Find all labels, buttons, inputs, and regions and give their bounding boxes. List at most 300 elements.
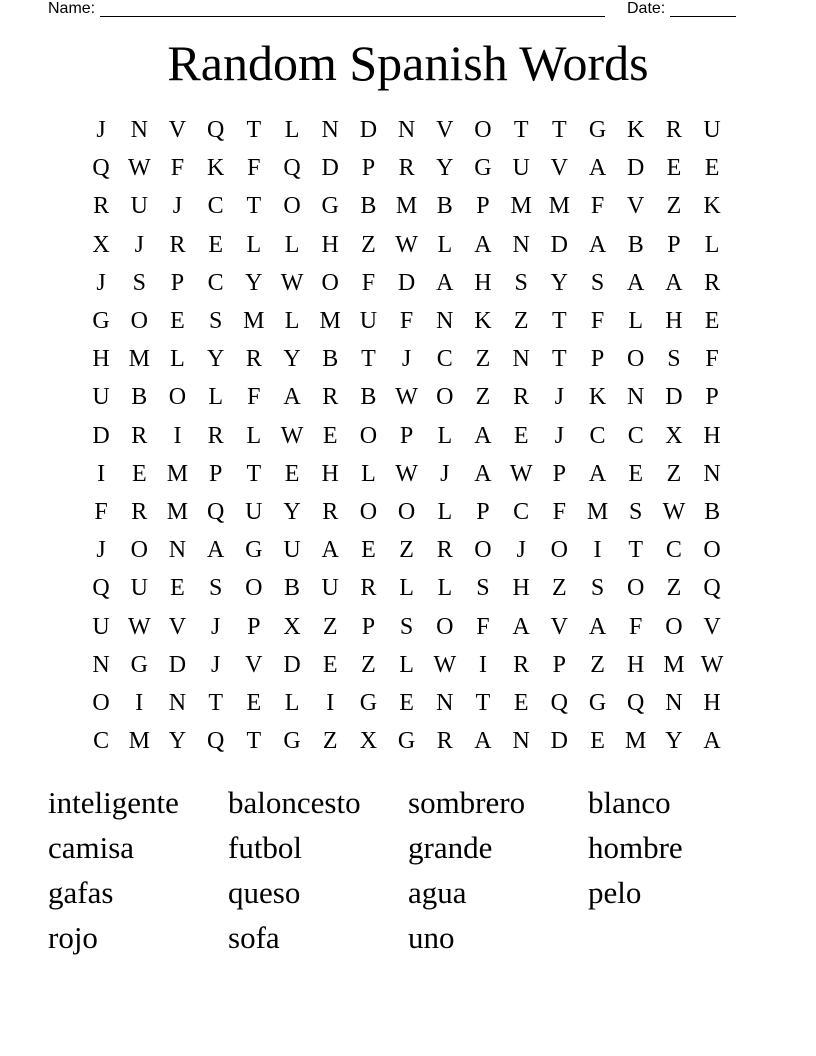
grid-letter[interactable]: W xyxy=(433,651,457,678)
grid-letter[interactable]: S xyxy=(629,498,643,525)
grid-letter[interactable]: W xyxy=(127,613,151,640)
grid-letter[interactable]: A xyxy=(283,384,301,411)
grid-letter[interactable]: A xyxy=(321,537,339,564)
grid-letter[interactable]: D xyxy=(92,422,110,449)
grid-letter[interactable]: E xyxy=(131,460,147,487)
grid-letter[interactable]: J xyxy=(516,537,526,564)
grid-letter[interactable]: J xyxy=(134,231,144,258)
grid-letter[interactable]: Y xyxy=(550,269,569,296)
grid-letter[interactable]: Z xyxy=(322,613,338,640)
grid-letter[interactable]: J xyxy=(96,537,106,564)
date-field[interactable] xyxy=(627,0,736,18)
grid-row xyxy=(82,493,732,531)
grid-letter[interactable]: A xyxy=(474,460,492,487)
grid-letter[interactable]: L xyxy=(170,346,185,373)
grid-letter[interactable]: S xyxy=(399,613,414,640)
grid-letter[interactable]: W xyxy=(127,155,151,182)
grid-letter[interactable]: R xyxy=(131,422,148,449)
grid-letter[interactable]: E xyxy=(361,537,376,564)
grid-letter[interactable]: W xyxy=(280,422,304,449)
grid-letter[interactable]: L xyxy=(628,308,644,335)
grid-letter[interactable]: N xyxy=(321,117,339,144)
grid-letter[interactable]: L xyxy=(284,231,300,258)
grid-letter[interactable]: N xyxy=(512,346,530,373)
grid-letter[interactable]: R xyxy=(513,651,530,678)
grid-letter[interactable]: L xyxy=(246,422,262,449)
grid-letter[interactable]: B xyxy=(284,575,301,602)
grid-letter[interactable]: O xyxy=(130,537,148,564)
grid-letter[interactable]: U xyxy=(92,384,110,411)
grid-letter[interactable]: O xyxy=(627,575,645,602)
grid-letter[interactable]: A xyxy=(436,269,454,296)
grid-letter[interactable]: I xyxy=(593,537,602,564)
grid-letter[interactable]: L xyxy=(361,460,376,487)
grid-letter[interactable]: D xyxy=(321,155,339,182)
grid-letter[interactable]: S xyxy=(132,269,146,296)
grid-letter[interactable]: E xyxy=(170,575,185,602)
grid-letter[interactable]: E xyxy=(704,308,720,335)
grid-letter[interactable]: M xyxy=(128,346,150,373)
name-field[interactable] xyxy=(48,0,605,18)
grid-letter[interactable]: B xyxy=(627,231,644,258)
grid-letter[interactable]: O xyxy=(436,384,454,411)
grid-letter[interactable]: F xyxy=(590,193,605,220)
grid-letter[interactable]: N xyxy=(703,460,721,487)
grid-letter[interactable]: H xyxy=(474,269,492,296)
grid-letter[interactable]: N xyxy=(168,537,187,564)
grid-letter[interactable]: F xyxy=(247,384,261,411)
grid-letter[interactable]: T xyxy=(246,193,262,220)
grid-letter[interactable]: D xyxy=(168,651,187,678)
grid-letter[interactable]: E xyxy=(322,651,338,678)
grid-letter[interactable]: O xyxy=(397,498,416,525)
grid-letter[interactable]: D xyxy=(550,728,569,755)
grid-letter[interactable]: U xyxy=(512,155,530,182)
grid-letter[interactable]: F xyxy=(705,346,719,373)
grid-letter[interactable]: J xyxy=(554,422,565,449)
grid-letter[interactable]: L xyxy=(437,575,453,602)
grid-letter[interactable]: V xyxy=(168,613,187,640)
grid-letter[interactable]: I xyxy=(173,422,182,449)
grid-letter[interactable]: S xyxy=(590,269,605,296)
grid-letter[interactable]: P xyxy=(247,613,261,640)
grid-letter[interactable]: F xyxy=(399,308,414,335)
grid-letter[interactable]: Z xyxy=(322,728,338,755)
grid-letter[interactable]: E xyxy=(246,689,262,716)
grid-letter[interactable]: F xyxy=(94,498,108,525)
grid-letter[interactable]: B xyxy=(360,384,377,411)
grid-letter[interactable]: W xyxy=(395,460,418,487)
grid-letter[interactable]: L xyxy=(284,117,300,144)
grid-letter[interactable]: C xyxy=(513,498,530,525)
grid-letter[interactable]: O xyxy=(130,308,148,335)
grid-letter[interactable]: P xyxy=(552,651,567,678)
grid-letter[interactable]: A xyxy=(474,422,492,449)
grid-letter[interactable]: R xyxy=(322,498,339,525)
grid-letter[interactable]: T xyxy=(361,346,376,373)
grid-letter[interactable]: P xyxy=(361,155,376,182)
grid-letter[interactable]: V xyxy=(245,651,263,678)
grid-letter[interactable]: B xyxy=(322,346,339,373)
grid-letter[interactable]: H xyxy=(321,231,339,258)
grid-letter[interactable]: F xyxy=(552,498,567,525)
grid-letter[interactable]: W xyxy=(700,651,724,678)
grid-letter[interactable]: P xyxy=(667,231,681,258)
grid-letter[interactable]: W xyxy=(662,498,686,525)
grid-letter[interactable]: Z xyxy=(361,231,376,258)
grid-letter[interactable]: O xyxy=(474,537,492,564)
grid-letter[interactable]: F xyxy=(247,155,261,182)
grid-letter[interactable]: O xyxy=(474,117,492,144)
grid-letter[interactable]: Z xyxy=(513,308,529,335)
grid-letter[interactable]: N xyxy=(512,231,530,258)
grid-letter[interactable]: L xyxy=(437,498,453,525)
grid-letter[interactable]: I xyxy=(97,460,106,487)
grid-letter[interactable]: Q xyxy=(92,155,110,182)
grid-letter[interactable]: Z xyxy=(475,384,491,411)
grid-letter[interactable]: S xyxy=(514,269,528,296)
grid-letter[interactable]: E xyxy=(399,689,414,716)
grid-letter[interactable]: M xyxy=(395,193,418,220)
grid-letter[interactable]: F xyxy=(629,613,643,640)
grid-letter[interactable]: N xyxy=(665,689,683,716)
grid-letter[interactable]: A xyxy=(588,155,607,182)
grid-letter[interactable]: L xyxy=(399,575,414,602)
grid-letter[interactable]: O xyxy=(550,537,569,564)
grid-letter[interactable]: O xyxy=(283,193,301,220)
grid-letter[interactable]: N xyxy=(436,308,454,335)
grid-letter[interactable]: F xyxy=(361,269,376,296)
grid-letter[interactable]: B xyxy=(436,193,453,220)
grid-letter[interactable]: I xyxy=(326,689,335,716)
grid-letter[interactable]: V xyxy=(627,193,645,220)
grid-letter[interactable]: B xyxy=(360,193,377,220)
grid-letter[interactable]: Q xyxy=(283,155,301,182)
grid-letter[interactable]: Y xyxy=(283,498,301,525)
grid-letter[interactable]: R xyxy=(207,422,224,449)
grid-letter[interactable]: U xyxy=(321,575,339,602)
grid-letter[interactable]: C xyxy=(436,346,453,373)
grid-letter[interactable]: M xyxy=(548,193,571,220)
grid-letter[interactable]: J xyxy=(401,346,412,373)
grid-letter[interactable]: Z xyxy=(361,651,376,678)
grid-letter[interactable]: G xyxy=(321,193,339,220)
grid-letter[interactable]: Q xyxy=(92,575,110,602)
grid-letter[interactable]: C xyxy=(207,193,224,220)
grid-letter[interactable]: D xyxy=(550,231,569,258)
name-label: Name: xyxy=(48,0,96,17)
grid-letter[interactable]: O xyxy=(703,537,721,564)
grid-letter[interactable]: M xyxy=(625,728,647,755)
grid-letter[interactable]: T xyxy=(552,346,567,373)
grid-letter[interactable]: C xyxy=(93,728,110,755)
grid-letter[interactable]: T xyxy=(552,117,567,144)
grid-letter[interactable]: P xyxy=(590,346,605,373)
grid-letter[interactable]: P xyxy=(552,460,567,487)
grid-letter[interactable]: D xyxy=(283,651,301,678)
grid-letter[interactable]: C xyxy=(627,422,644,449)
grid-letter[interactable]: W xyxy=(395,231,418,258)
grid-letter[interactable]: I xyxy=(478,651,487,678)
grid-letter[interactable]: G xyxy=(283,728,301,755)
grid-letter[interactable]: J xyxy=(554,384,565,411)
grid-letter[interactable]: Y xyxy=(245,269,263,296)
grid-letter[interactable]: V xyxy=(436,117,454,144)
grid-letter[interactable]: R xyxy=(398,155,415,182)
grid-letter[interactable]: X xyxy=(92,231,110,258)
grid-letter[interactable]: N xyxy=(130,117,148,144)
grid-letter[interactable]: S xyxy=(667,346,681,373)
grid-letter[interactable]: Y xyxy=(436,155,454,182)
grid-letter[interactable]: A xyxy=(588,613,607,640)
grid-letter[interactable]: R xyxy=(513,384,530,411)
grid-letter[interactable]: G xyxy=(588,117,607,144)
grid-letter[interactable]: S xyxy=(208,575,223,602)
grid-letter[interactable]: Z xyxy=(666,460,682,487)
grid-letter[interactable]: Z xyxy=(399,537,414,564)
grid-letter[interactable]: C xyxy=(589,422,606,449)
grid-letter[interactable]: R xyxy=(704,269,721,296)
grid-letter[interactable]: A xyxy=(588,231,607,258)
grid-letter[interactable]: T xyxy=(208,689,223,716)
grid-letter[interactable]: H xyxy=(512,575,530,602)
grid-letter[interactable]: B xyxy=(704,498,721,525)
date-blank-line[interactable] xyxy=(670,0,736,17)
grid-letter[interactable]: H xyxy=(703,689,721,716)
grid-letter[interactable]: Q xyxy=(206,117,225,144)
grid-letter[interactable]: M xyxy=(510,193,532,220)
grid-letter[interactable]: M xyxy=(166,460,189,487)
grid-letter[interactable]: D xyxy=(397,269,416,296)
grid-letter[interactable]: Y xyxy=(283,346,301,373)
grid-letter[interactable]: A xyxy=(627,269,645,296)
grid-letter[interactable]: P xyxy=(208,460,223,487)
grid-letter[interactable]: M xyxy=(663,651,685,678)
grid-letter[interactable]: V xyxy=(703,613,721,640)
grid-letter[interactable]: E xyxy=(513,422,529,449)
grid-letter[interactable]: W xyxy=(395,384,418,411)
grid-letter[interactable]: J xyxy=(96,117,106,144)
grid-letter[interactable]: Z xyxy=(666,193,682,220)
grid-letter[interactable]: S xyxy=(590,575,605,602)
grid-letter[interactable]: U xyxy=(92,613,110,640)
grid-letter[interactable]: E xyxy=(208,231,223,258)
grid-letter[interactable]: T xyxy=(513,117,529,144)
grid-letter[interactable]: O xyxy=(627,346,645,373)
grid-letter[interactable]: M xyxy=(166,498,189,525)
grid-letter[interactable]: Q xyxy=(206,498,225,525)
grid-letter[interactable]: E xyxy=(666,155,682,182)
grid-letter[interactable]: W xyxy=(509,460,533,487)
grid-letter[interactable]: O xyxy=(359,498,378,525)
grid-letter[interactable]: U xyxy=(130,575,148,602)
grid-letter[interactable]: H xyxy=(703,422,721,449)
grid-letter[interactable]: K xyxy=(474,308,492,335)
grid-letter[interactable]: A xyxy=(474,231,492,258)
grid-letter[interactable]: T xyxy=(246,728,262,755)
grid-letter[interactable]: S xyxy=(476,575,490,602)
grid-letter[interactable]: Q xyxy=(703,575,721,602)
grid-letter[interactable]: L xyxy=(284,308,300,335)
grid-letter[interactable]: H xyxy=(627,651,645,678)
grid-letter[interactable]: M xyxy=(319,308,341,335)
grid-letter[interactable]: A xyxy=(665,269,683,296)
grid-letter[interactable]: P xyxy=(476,193,490,220)
grid-letter[interactable]: R xyxy=(322,384,339,411)
grid-letter[interactable]: L xyxy=(437,422,453,449)
grid-letter[interactable]: U xyxy=(359,308,378,335)
grid-letter[interactable]: O xyxy=(168,384,187,411)
grid-letter[interactable]: O xyxy=(436,613,454,640)
grid-letter[interactable]: Z xyxy=(552,575,567,602)
grid-letter[interactable]: D xyxy=(627,155,645,182)
grid-letter[interactable]: I xyxy=(135,689,144,716)
grid-letter[interactable]: N xyxy=(512,728,530,755)
grid-letter[interactable]: A xyxy=(206,537,225,564)
grid-letter[interactable]: K xyxy=(206,155,225,182)
grid-row xyxy=(82,646,732,684)
grid-letter[interactable]: L xyxy=(399,651,414,678)
grid-letter[interactable]: T xyxy=(246,460,262,487)
grid-letter[interactable]: N xyxy=(168,689,187,716)
grid-letter[interactable]: N xyxy=(397,117,416,144)
grid-letter[interactable]: J xyxy=(440,460,450,487)
grid-letter[interactable]: L xyxy=(208,384,223,411)
grid-letter[interactable]: H xyxy=(665,308,683,335)
grid-letter[interactable]: U xyxy=(703,117,721,144)
grid-letter[interactable]: U xyxy=(283,537,301,564)
grid-letter[interactable]: J xyxy=(172,193,183,220)
grid-letter[interactable]: Z xyxy=(590,651,605,678)
grid-letter[interactable]: J xyxy=(210,613,221,640)
grid-letter[interactable]: A xyxy=(474,728,492,755)
grid-letter[interactable]: R xyxy=(665,117,682,144)
grid-letter[interactable]: O xyxy=(245,575,263,602)
grid-letter[interactable]: L xyxy=(704,231,720,258)
grid-letter[interactable]: Q xyxy=(627,689,645,716)
grid-letter[interactable]: V xyxy=(550,613,569,640)
grid-letter[interactable]: P xyxy=(476,498,490,525)
grid-letter[interactable]: X xyxy=(359,728,378,755)
grid-letter[interactable]: G xyxy=(474,155,492,182)
grid-letter[interactable]: E xyxy=(628,460,644,487)
grid-letter[interactable]: P xyxy=(705,384,719,411)
grid-letter[interactable]: J xyxy=(96,269,106,296)
grid-letter[interactable]: A xyxy=(703,728,721,755)
word-list-item: pelo xyxy=(588,875,642,910)
grid-letter[interactable]: X xyxy=(665,422,683,449)
grid-letter[interactable]: G xyxy=(397,728,416,755)
grid-letter[interactable]: E xyxy=(322,422,338,449)
grid-letter[interactable]: Y xyxy=(665,728,683,755)
grid-letter[interactable]: T xyxy=(628,537,644,564)
grid-letter[interactable]: E xyxy=(284,460,300,487)
grid-letter[interactable]: R xyxy=(169,231,186,258)
grid-letter[interactable]: E xyxy=(170,308,185,335)
grid-letter[interactable]: F xyxy=(476,613,490,640)
grid-letter[interactable]: W xyxy=(280,269,304,296)
grid-letter[interactable]: K xyxy=(588,384,607,411)
grid-letter[interactable]: P xyxy=(399,422,414,449)
word-list-item: baloncesto xyxy=(228,785,361,820)
name-blank-line[interactable] xyxy=(100,0,605,17)
grid-letter[interactable]: O xyxy=(321,269,339,296)
grid-letter[interactable]: D xyxy=(359,117,378,144)
grid-letter[interactable]: Q xyxy=(206,728,225,755)
grid-letter[interactable]: P xyxy=(170,269,185,296)
grid-letter[interactable]: N xyxy=(92,651,110,678)
word-list-row xyxy=(48,825,768,870)
grid-letter[interactable]: L xyxy=(284,689,300,716)
grid-letter[interactable]: G xyxy=(92,308,110,335)
grid-letter[interactable]: Z xyxy=(666,575,682,602)
grid-letter[interactable]: M xyxy=(586,498,609,525)
grid-letter[interactable]: M xyxy=(243,308,265,335)
grid-letter[interactable]: O xyxy=(665,613,683,640)
grid-letter[interactable]: G xyxy=(588,689,607,716)
grid-letter[interactable]: Z xyxy=(475,346,491,373)
grid-letter[interactable]: A xyxy=(588,460,607,487)
grid-letter[interactable]: H xyxy=(321,460,339,487)
grid-letter[interactable]: C xyxy=(665,537,682,564)
grid-letter[interactable]: N xyxy=(436,689,454,716)
grid-letter[interactable]: F xyxy=(590,308,605,335)
grid-letter[interactable]: R xyxy=(93,193,110,220)
grid-letter[interactable]: R xyxy=(436,728,453,755)
grid-letter[interactable]: V xyxy=(550,155,569,182)
grid-letter[interactable]: U xyxy=(130,193,148,220)
grid-letter[interactable]: L xyxy=(246,231,262,258)
grid-letter[interactable]: G xyxy=(359,689,378,716)
grid-letter[interactable]: E xyxy=(513,689,529,716)
grid-letter[interactable]: X xyxy=(283,613,301,640)
grid-letter[interactable]: R xyxy=(436,537,453,564)
grid-letter[interactable]: K xyxy=(627,117,645,144)
grid-letter[interactable]: V xyxy=(168,117,187,144)
grid-letter[interactable]: U xyxy=(245,498,263,525)
grid-letter[interactable]: E xyxy=(590,728,605,755)
grid-letter[interactable]: M xyxy=(128,728,150,755)
grid-letter[interactable]: A xyxy=(512,613,530,640)
grid-letter[interactable]: Y xyxy=(206,346,225,373)
grid-letter[interactable]: E xyxy=(704,155,720,182)
grid-letter[interactable]: Q xyxy=(550,689,569,716)
grid-letter[interactable]: H xyxy=(92,346,110,373)
grid-letter[interactable]: R xyxy=(360,575,377,602)
grid-letter[interactable]: L xyxy=(437,231,453,258)
grid-letter[interactable]: Y xyxy=(168,728,187,755)
grid-letter[interactable]: T xyxy=(475,689,491,716)
grid-letter[interactable]: R xyxy=(131,498,148,525)
grid-letter[interactable]: K xyxy=(703,193,721,220)
grid-letter[interactable]: C xyxy=(207,269,224,296)
grid-letter[interactable]: J xyxy=(210,651,221,678)
grid-letter[interactable]: G xyxy=(130,651,148,678)
word-list-item: sombrero xyxy=(408,785,526,820)
grid-letter[interactable]: F xyxy=(170,155,185,182)
grid-letter[interactable]: O xyxy=(92,689,110,716)
grid-letter[interactable]: N xyxy=(627,384,645,411)
grid-letter[interactable]: T xyxy=(552,308,567,335)
grid-letter[interactable]: B xyxy=(131,384,148,411)
grid-letter[interactable]: R xyxy=(245,346,262,373)
grid-letter[interactable]: D xyxy=(665,384,683,411)
grid-letter[interactable]: G xyxy=(245,537,263,564)
grid-letter[interactable]: S xyxy=(208,308,223,335)
grid-letter[interactable]: T xyxy=(246,117,262,144)
grid-letter[interactable]: O xyxy=(359,422,378,449)
grid-letter[interactable]: P xyxy=(361,613,376,640)
